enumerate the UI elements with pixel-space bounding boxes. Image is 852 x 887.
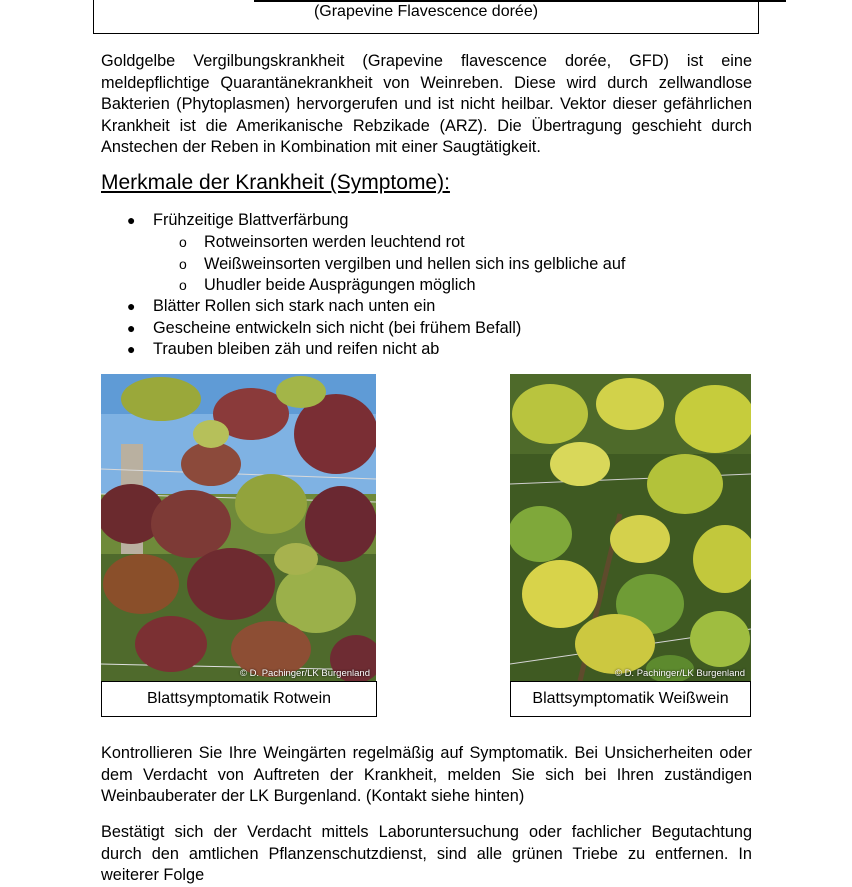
list-item: ● Trauben bleiben zäh und reifen nicht ab: [153, 339, 439, 361]
circle-bullet-icon: o: [179, 256, 187, 272]
title-box: [93, 0, 759, 34]
photo-weisswein: [510, 374, 751, 681]
circle-bullet-icon: o: [179, 277, 187, 293]
list-item: ● Blätter Rollen sich stark nach unten ein: [153, 296, 435, 318]
intro-paragraph: Goldgelbe Vergilbungskrankheit (Grapevine flavescence dorée, GFD) ist eine meldepflichtige Quarantänekrankheit von Weinreben. Diese wird durch zellwandlose Bakterien (Phytoplasmen) hervorgerufen und ist nicht heilbar. Vektor dieser gefährlichen Krankheit ist die Amerikanische Rebzikade (ARZ). Die Übertragung geschieht durch Anstechen der Reben in Kombination mit einer Saugtätigkeit.: [101, 52, 752, 157]
bullet-icon: ●: [127, 341, 136, 357]
symptoms-heading: Merkmale der Krankheit (Symptome):: [101, 171, 450, 194]
confirmation-paragraph: Bestätigt sich der Verdacht mittels Laboruntersuchung oder fachlicher Begutachtung durch den amtlichen Pflanzenschutzdienst, sind alle grünen Triebe zu entfernen. In weiterer Folge: [101, 823, 752, 885]
list-item: o Uhudler beide Ausprägungen möglich: [204, 275, 476, 297]
circle-bullet-icon: o: [179, 234, 187, 250]
list-item: ● Frühzeitige Blattverfärbung: [153, 210, 348, 232]
bullet-icon: ●: [127, 212, 136, 228]
caption-rotwein: Blattsymptomatik Rotwein: [101, 681, 377, 717]
caption-weisswein: Blattsymptomatik Weißwein: [510, 681, 751, 717]
list-item: o Weißweinsorten vergilben und hellen sich ins gelbliche auf: [204, 254, 625, 276]
list-item: ● Gescheine entwickeln sich nicht (bei frühem Befall): [153, 318, 521, 340]
photo-credit: © D. Pachinger/LK Burgenland: [614, 668, 745, 679]
document-subtitle: (Grapevine Flavescence dorée): [313, 3, 539, 20]
bullet-icon: ●: [127, 298, 136, 314]
photo-rotwein: [101, 374, 376, 681]
bullet-icon: ●: [127, 320, 136, 336]
control-paragraph: Kontrollieren Sie Ihre Weingärten regelmäßig auf Symptomatik. Bei Unsicherheiten oder dem Verdacht von Auftreten der Krankheit, melden Sie sich bei Ihren zuständigen Weinbauberater der LK Burgenland. (Kontakt siehe hinten): [101, 744, 752, 806]
photo-credit: © D. Pachinger/LK Burgenland: [239, 668, 370, 679]
list-item: o Rotweinsorten werden leuchtend rot: [204, 232, 465, 254]
